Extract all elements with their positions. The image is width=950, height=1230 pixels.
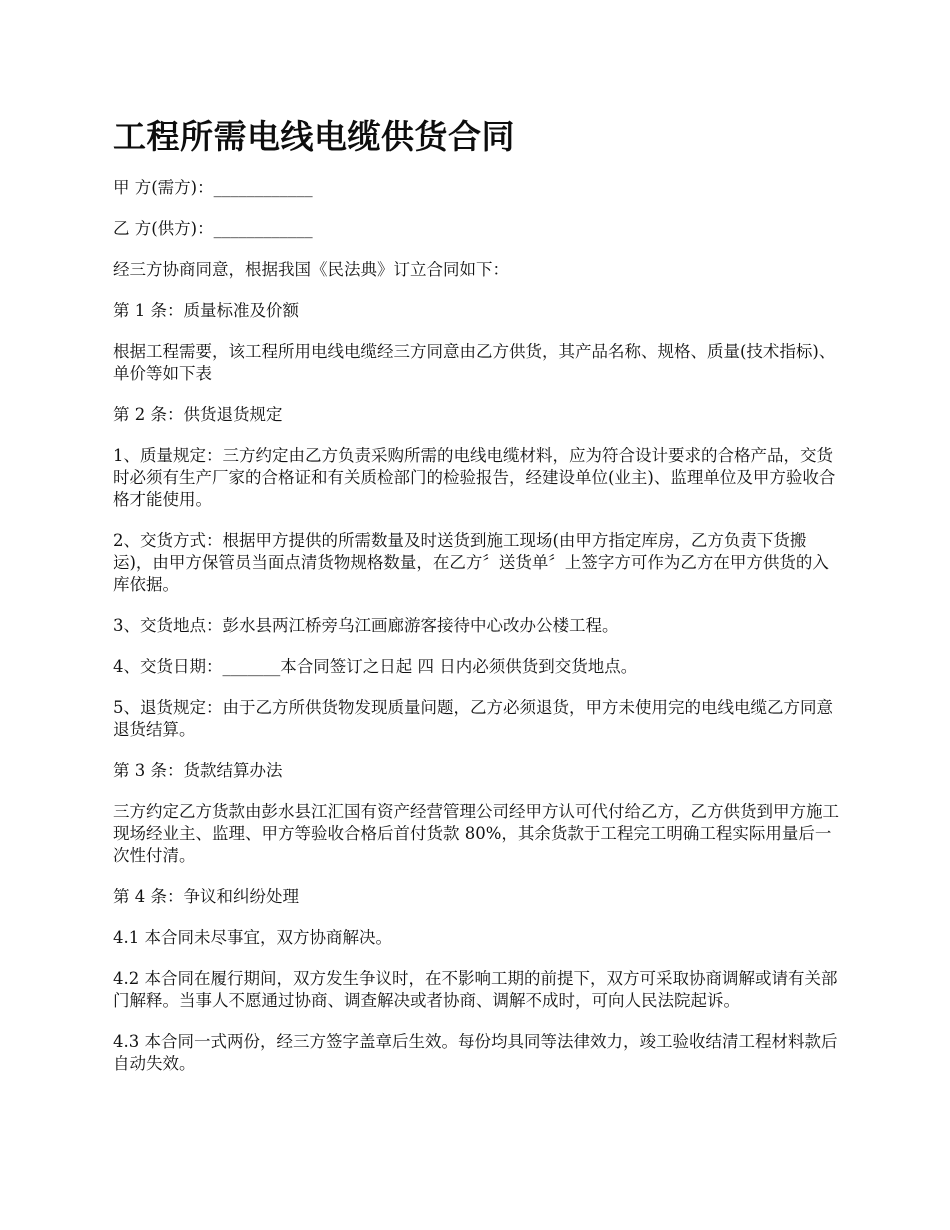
article-2-clause-1: 1、质量规定：三方约定由乙方负责采购所需的电线电缆材料，应为符合设计要求的合格产品，交货时必须有生产厂家的合格证和有关质检部门的检验报告，经建设单位(业主)、监理单位及甲方验收合格才能使用。	[113, 446, 836, 509]
party-a-line: 甲 方(需方)：____________	[113, 178, 313, 197]
preamble: 经三方协商同意，根据我国《民法典》订立合同如下：	[113, 260, 509, 279]
article-2-clause-4: 4、交货日期：_______本合同签订之日起 四 日内必须供货到交货地点。	[113, 657, 638, 676]
article-4-clause-3: 4.3 本合同一式两份，经三方签字盖章后生效。每份均具同等法律效力，竣工验收结清工程材料款后自动失效。	[113, 1032, 838, 1073]
document-body	[113, 177, 843, 1094]
article-1-body: 根据工程需要，该工程所用电线电缆经三方同意由乙方供货，其产品名称、规格、质量(技术指标)、单价等如下表	[113, 342, 836, 383]
article-2-clause-2: 2、交货方式：根据甲方提供的所需数量及时送货到施工现场(由甲方指定库房，乙方负责下货搬运)，由甲方保管员当面点清货物规格数量，在乙方〞送货单〞上签字方可作为乙方在甲方供货的入库依据。	[113, 531, 829, 594]
article-4-clause-1: 4.1 本合同未尽事宜，双方协商解决。	[113, 928, 392, 947]
article-4-clause-2: 4.2 本合同在履行期间，双方发生争议时，在不影响工期的前提下，双方可采取协商调解或请有关部门解释。当事人不愿通过协商、调查解决或者协商、调解不成时，可向人民法院起诉。	[113, 969, 838, 1010]
article-2-heading: 第 2 条：供货退货规定	[113, 405, 283, 424]
article-1-heading: 第 1 条：质量标准及价额	[113, 301, 299, 320]
party-b-line: 乙 方(供方)：____________	[113, 219, 313, 238]
article-2-clause-5: 5、退货规定：由于乙方所供货物发现质量问题，乙方必须退货，甲方未使用完的电线电缆乙方同意退货结算。	[113, 698, 833, 739]
article-2-clause-3: 3、交货地点：彭水县两江桥旁乌江画廊游客接待中心改办公楼工程。	[113, 616, 619, 635]
article-4-heading: 第 4 条：争议和纠纷处理	[113, 887, 299, 906]
article-3-body: 三方约定乙方货款由彭水县江汇国有资产经营管理公司经甲方认可代付给乙方，乙方供货到甲方施工现场经业主、监理、甲方等验收合格后首付货款 80%，其余货款于工程完工明确工程实际用量后一次性付清。	[113, 802, 839, 865]
page-title: 工程所需电线电缆供货合同	[113, 117, 515, 156]
article-3-heading: 第 3 条：货款结算办法	[113, 761, 283, 780]
